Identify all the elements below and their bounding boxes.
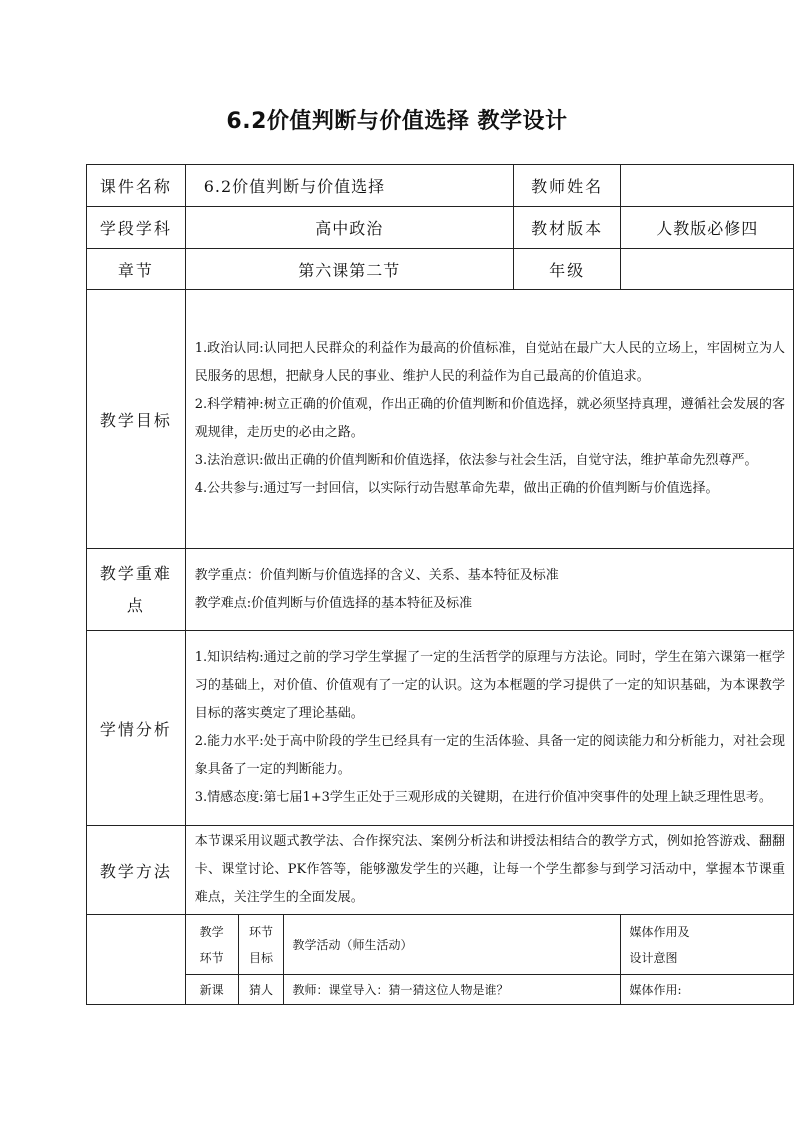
objective-item: 2.科学精神:树立正确的价值观，作出正确的价值判断和价值选择，就必须坚持真理，遵循社会发展的客观规律，走历史的必由之路。 bbox=[194, 397, 785, 440]
process-col-media bbox=[621, 915, 794, 975]
process-goal-cell: 猜人 bbox=[238, 975, 284, 1005]
row-objectives bbox=[87, 290, 794, 549]
row-analysis bbox=[87, 631, 794, 826]
key-points-label-line2: 点 bbox=[126, 595, 145, 615]
process-col-media-line1: 媒体作用及 bbox=[629, 924, 690, 939]
stage-label: 学段学科 bbox=[87, 207, 186, 249]
objective-item: 3.法治意识:做出正确的价值判断和价值选择，依法参与社会生活，自觉守法，维护革命先烈尊严。 bbox=[194, 453, 758, 468]
row-key-points bbox=[87, 549, 794, 631]
textbook-value: 人教版必修四 bbox=[621, 207, 794, 249]
process-col-stage-line1: 教学 bbox=[199, 924, 224, 939]
analysis-item: 1.知识结构:通过之前的学习学生掌握了一定的生活哲学的原理与方法论。同时，学生在第六课第一框学习的基础上，对价值、价值观有了一定的认识。这为本框题的学习提供了一定的知识基础，为本课教学目标的落实奠定了理论基础。 bbox=[194, 650, 785, 721]
key-point-item: 教学难点:价值判断与价值选择的基本特征及标准 bbox=[194, 595, 473, 611]
process-col-goal-line1: 环节 bbox=[249, 924, 274, 939]
objective-item: 1.政治认同:认同把人民群众的利益作为最高的价值标准，自觉站在最广大人民的立场上，牢固树立为人民服务的思想，把献身人民的事业、维护人民的利益作为自己最高的价值追求。 bbox=[194, 341, 785, 384]
document-title: 6.2价值判断与价值选择 教学设计 bbox=[226, 109, 568, 134]
grade-value bbox=[621, 249, 794, 290]
grade-label: 年级 bbox=[513, 249, 621, 290]
lesson-plan-table bbox=[86, 164, 794, 1005]
row-methods bbox=[87, 826, 794, 915]
row-chapter bbox=[87, 249, 794, 290]
key-point-item: 教学重点：价值判断与价值选择的含义、关系、基本特征及标准 bbox=[194, 567, 559, 583]
process-blank-cell bbox=[87, 975, 186, 1005]
process-col-media-line2: 设计意图 bbox=[629, 950, 678, 965]
row-process-1 bbox=[87, 975, 794, 1005]
key-points-label-line1: 教学重难 bbox=[99, 563, 172, 583]
analysis-label: 学情分析 bbox=[87, 631, 186, 826]
key-points-label bbox=[87, 549, 186, 631]
stage-value: 高中政治 bbox=[185, 207, 513, 249]
process-col-stage-line2: 环节 bbox=[199, 950, 224, 965]
chapter-value: 第六课第二节 bbox=[185, 249, 513, 290]
course-name-label: 课件名称 bbox=[87, 165, 186, 207]
chapter-label: 章节 bbox=[87, 249, 186, 290]
objectives-content bbox=[185, 290, 793, 549]
process-media-cell: 媒体作用: bbox=[621, 975, 794, 1005]
teacher-label: 教师姓名 bbox=[513, 165, 621, 207]
row-process-header bbox=[87, 915, 794, 975]
analysis-item: 3.情感态度:第七届1+3学生正处于三观形成的关键期，在进行价值冲突事件的处理上缺乏理性思考。 bbox=[194, 790, 772, 805]
process-col-goal-line2: 目标 bbox=[249, 950, 274, 965]
course-name-value: 6.2价值判断与价值选择 bbox=[185, 165, 513, 207]
process-col-stage bbox=[185, 915, 238, 975]
process-stage-cell: 新课 bbox=[185, 975, 238, 1005]
objective-item: 4.公共参与:通过写一封回信，以实际行动告慰革命先辈，做出正确的价值判断与价值选择。 bbox=[194, 481, 719, 496]
key-points-content bbox=[185, 549, 793, 631]
textbook-label: 教材版本 bbox=[513, 207, 621, 249]
analysis-item: 2.能力水平:处于高中阶段的学生已经具有一定的生活体验、具备一定的阅读能力和分析能力，对社会现象具备了一定的判断能力。 bbox=[194, 734, 785, 777]
process-activity-cell: 教师：课堂导入：猜一猜这位人物是谁？ bbox=[284, 975, 621, 1005]
row-course-name bbox=[87, 165, 794, 207]
teacher-value bbox=[621, 165, 794, 207]
methods-label: 教学方法 bbox=[87, 826, 186, 915]
process-col-activity: 教学活动（师生活动） bbox=[284, 915, 621, 975]
process-blank-cell bbox=[87, 915, 186, 975]
row-stage-subject bbox=[87, 207, 794, 249]
methods-content: 本节课采用议题式教学法、合作探究法、案例分析法和讲授法相结合的教学方式，例如抢答游戏、翻翻卡、课堂讨论、PK作答等，能够激发学生的兴趣，让每一个学生都参与到学习活动中，掌握本节课重难点，关注学生的全面发展。 bbox=[185, 826, 793, 915]
analysis-content bbox=[185, 631, 793, 826]
objectives-label: 教学目标 bbox=[87, 290, 186, 549]
process-col-goal bbox=[238, 915, 284, 975]
